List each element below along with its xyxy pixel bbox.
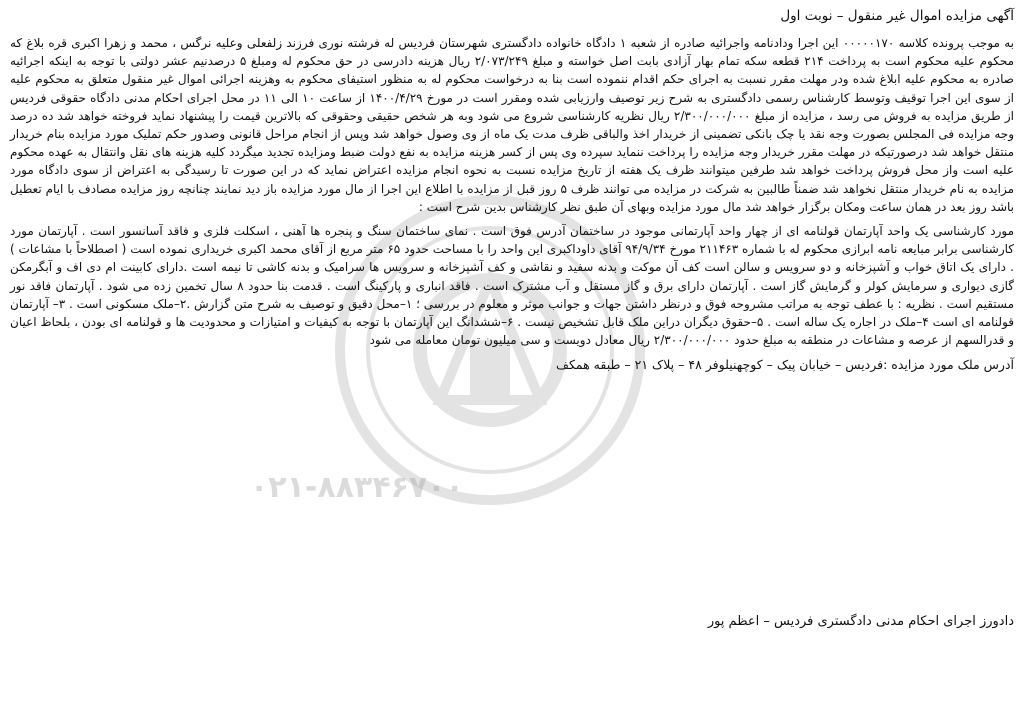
watermark-phone: ۰۲۱-۸۸۳۴۶۷۰۰ (250, 470, 464, 505)
notice-title: آگهی مزایده اموال غیر منقول – نوبت اول (780, 8, 1014, 24)
notice-body-paragraph: به موجب پرونده کلاسه ۰۰۰۰۰۱۷۰ این اجرا ودادنامه واجرائیه صادره از شعبه ۱ دادگاه خانواده دادگستری شهرستان فردیس له فرشته نوری فرزند زلفعلی وعلیه نرگس ، محمد و زهرا اکبری قره بلاغ که محکوم علیه محکوم است به پرداخت ۲۱۴ قطعه سکه تمام بهار آزادی بابت اصل خواسته و مبلغ ۲/۰۷۳/۲۴۹ ریال هزینه دادرسی در حق محکوم له ومبلغ ۵ درصدنیم عشر دولتی با توجه به اینکه اجرائیه صادره به محکوم علیه ابلاغ شده ودر مهلت مقرر نسبت به اجرای حکم اقدام ننموده است بنا به درخواست محکوم له به منظور استیفای محکوم به وهزینه اجرائی اموال غیر منقول متعلق به محکوم علیه از سوی این اجرا توقیف وتوسط کارشناس رسمی دادگستری به شرح زیر توصیف وارزیابی شده ومقرر است در مورخ ۱۴۰۰/۴/۲۹ از ساعت ۱۰ الی ۱۱ در محل اجرای احکام مدنی دادگاه حقوقی فردیس از طریق مزایده به فروش می رسد ، مزایده از مبلغ ۲/۳۰۰/۰۰۰/۰۰۰ ریال نظریه کارشناسی شروع می شود وبه هر شخص حقیقی وحقوقی که بالاترین قیمت را پیشنهاد نماید فروخته خواهد شد ده درصد وجه مزایده فی المجلس بصورت وجه نقد یا چک بانکی تضمینی از خریدار اخذ والباقی ظرف مدت یک ماه از وی وصول خواهد شد وپس از انجام مراحل قانونی وصدور حکم تملیک مورد مزایده بنام خریدار منتقل خواهد شد درصورتیکه در مهلت مقرر خریدار وجه مزایده را پرداخت ننماید سپرده وی پس از کسر هزینه مزایده به نفع دولت ضبط ومزایده تجدید میگردد کلیه هزینه های نقل وانتقال به عهده محکوم علیه است واز محل فروش پرداخت خواهد شد طرفین میتوانند ظرف یک هفته از تاریخ مزایده نسبت به نحوه انجام مزایده اعتراض نماید که در این صورت تا رسیدگی به اعتراض از سوی دادگاه مورد مزایده به نام خریدار منتقل نخواهد شد ضمناً طالبین به شرکت در مزایده می توانند ظرف ۵ روز قبل از مزایده با اطلاع این اجرا از مال مورد مزایده باز دید نمایند چنانچه روز مزایده مصادف با ایام تعطیل باشد روز بعد در همان ساعت ومکان برگزار خواهد شد مال مورد مزایده وبهای آن طبق نظر کارشناس بدین شرح است : (10, 36, 1015, 214)
expert-report-paragraph: مورد کارشناسی یک واحد آپارتمان قولنامه ای از چهار واحد آپارتمانی موجود در ساختمان آدرس فوق است . نمای ساختمان سنگ و پنجره ها آهنی ، اسکلت فلزی و فاقد آسانسور است . آپارتمان مورد کارشناسی برابر مبایعه نامه ابرازی محکوم له با شماره ۲۱۱۴۶۳ مورخ ۹۴/۹/۳۴ آقای داوداکبری این واحد را با مساحت حدود ۶۵ متر مربع از آقای محمد اکبری خریداری نموده است ( اصطلاحاً با مشاعات ) . دارای یک اتاق خواب و آشپزخانه و دو سرویس و سالن است کف آن موکت و بدنه سفید و نقاشی و کف آشپزخانه و سرویس ها سرامیک و بدنه کاشی تا نیمه است .دارای کابینت ام دی اف و آبگرمکن گازی دیواری و سرمایش کولر و گرمایش گاز است . آپارتمان دارای برق و گاز مستقل و آب مشترک است . فاقد انباری و پارکینگ است . قدمت بنا حدود ۸ سال تخمین زده می شود . آپارتمان فاقد نور مستقیم است . نظریه : با عطف توجه به مراتب مشروحه فوق و درنظر داشتن جهات و جوانب موثر و معلوم در بررسی ؛ ۱–محل دقیق و توصیف به شرح متن گزارش .۲–ملک مسکونی است . ۳– آپارتمان قولنامه ای است ۴–ملک در اجاره یک ساله است . ۵–حقوق دیگران دراین ملک قابل تشخیص نیست . ۶–ششدانگ این آپارتمان با توجه به کیفیات و امتیازات و محدودیت ها و قولنامه ای بودن ، بلحاظ اعیان و قدرالسهم از عرصه و مشاعات در منطقه به مبلغ حدود ۲/۳۰۰/۰۰۰/۰۰۰ ریال معادل دویست و سی میلیون تومان معامله می شود (10, 224, 1015, 348)
property-address: آدرس ملک مورد مزایده :فردیس – خیابان پیک – کوچهنیلوفر ۴۸ – پلاک ۲۱ – طبقه همکف (556, 357, 1014, 373)
signature-line: دادورز اجرای احکام مدنی دادگستری فردیس – اعظم پور (707, 614, 1014, 629)
